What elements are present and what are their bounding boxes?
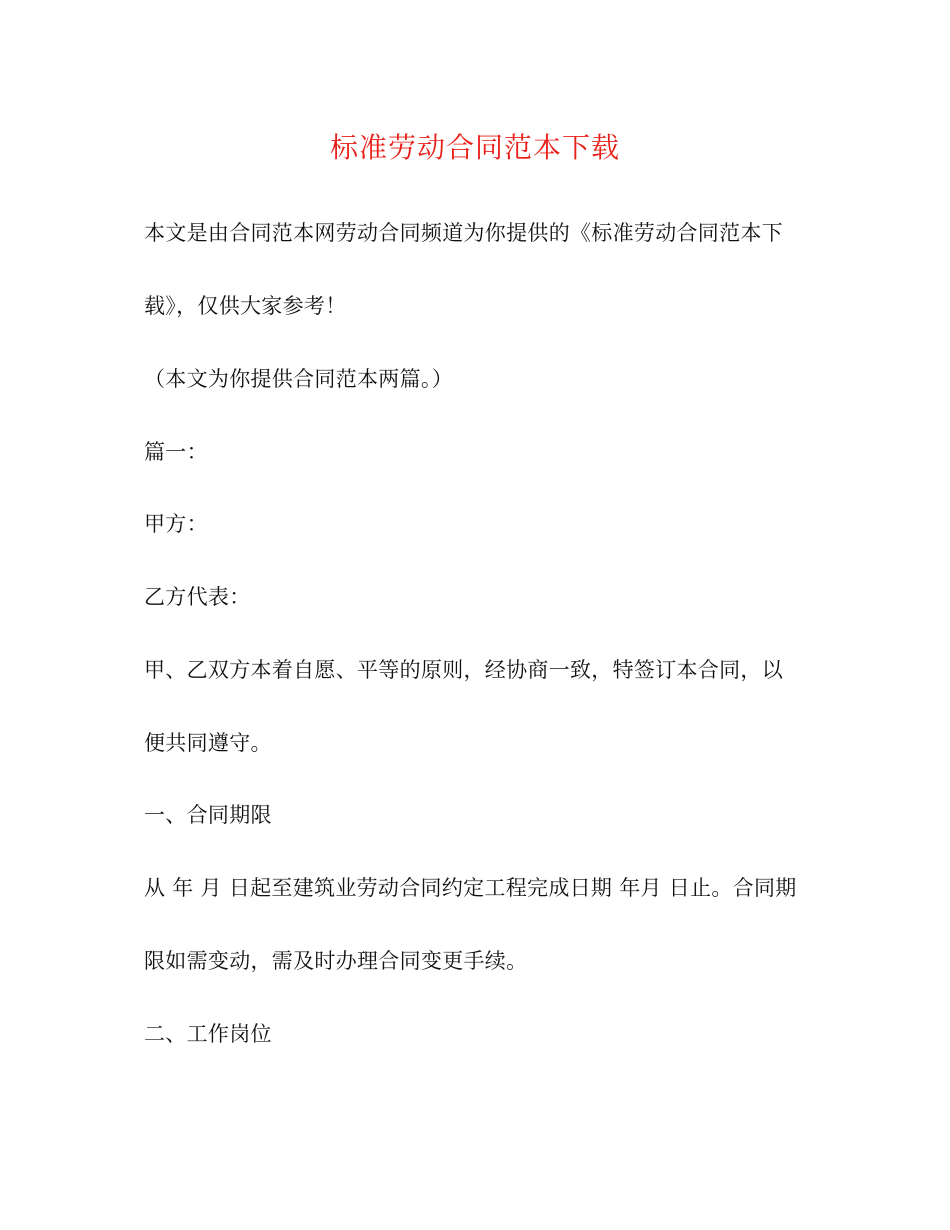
paragraph-line: 从 年 月 日起至建筑业劳动合同约定工程完成日期 年月 日止。合同期 xyxy=(144,876,797,900)
section-heading: 篇一： xyxy=(144,440,208,464)
paragraph-line: 载》，仅供大家参考！ xyxy=(144,294,347,318)
document-title: 标准劳动合同范本下载 xyxy=(329,131,620,164)
paragraph-line: 便共同遵守。 xyxy=(144,731,272,755)
party-b-label: 乙方代表： xyxy=(144,585,251,609)
paragraph-line: （本文为你提供合同范本两篇。） xyxy=(144,367,453,391)
paragraph-line: 本文是由合同范本网劳动合同频道为你提供的《标准劳动合同范本下 xyxy=(144,221,783,245)
clause-heading: 一、合同期限 xyxy=(144,803,272,827)
party-a-label: 甲方： xyxy=(144,512,208,536)
paragraph-line: 限如需变动，需及时办理合同变更手续。 xyxy=(144,949,528,973)
clause-heading: 二、工作岗位 xyxy=(144,1022,272,1046)
paragraph-line: 甲、乙双方本着自愿、平等的原则，经协商一致，特签订本合同，以 xyxy=(144,658,783,682)
